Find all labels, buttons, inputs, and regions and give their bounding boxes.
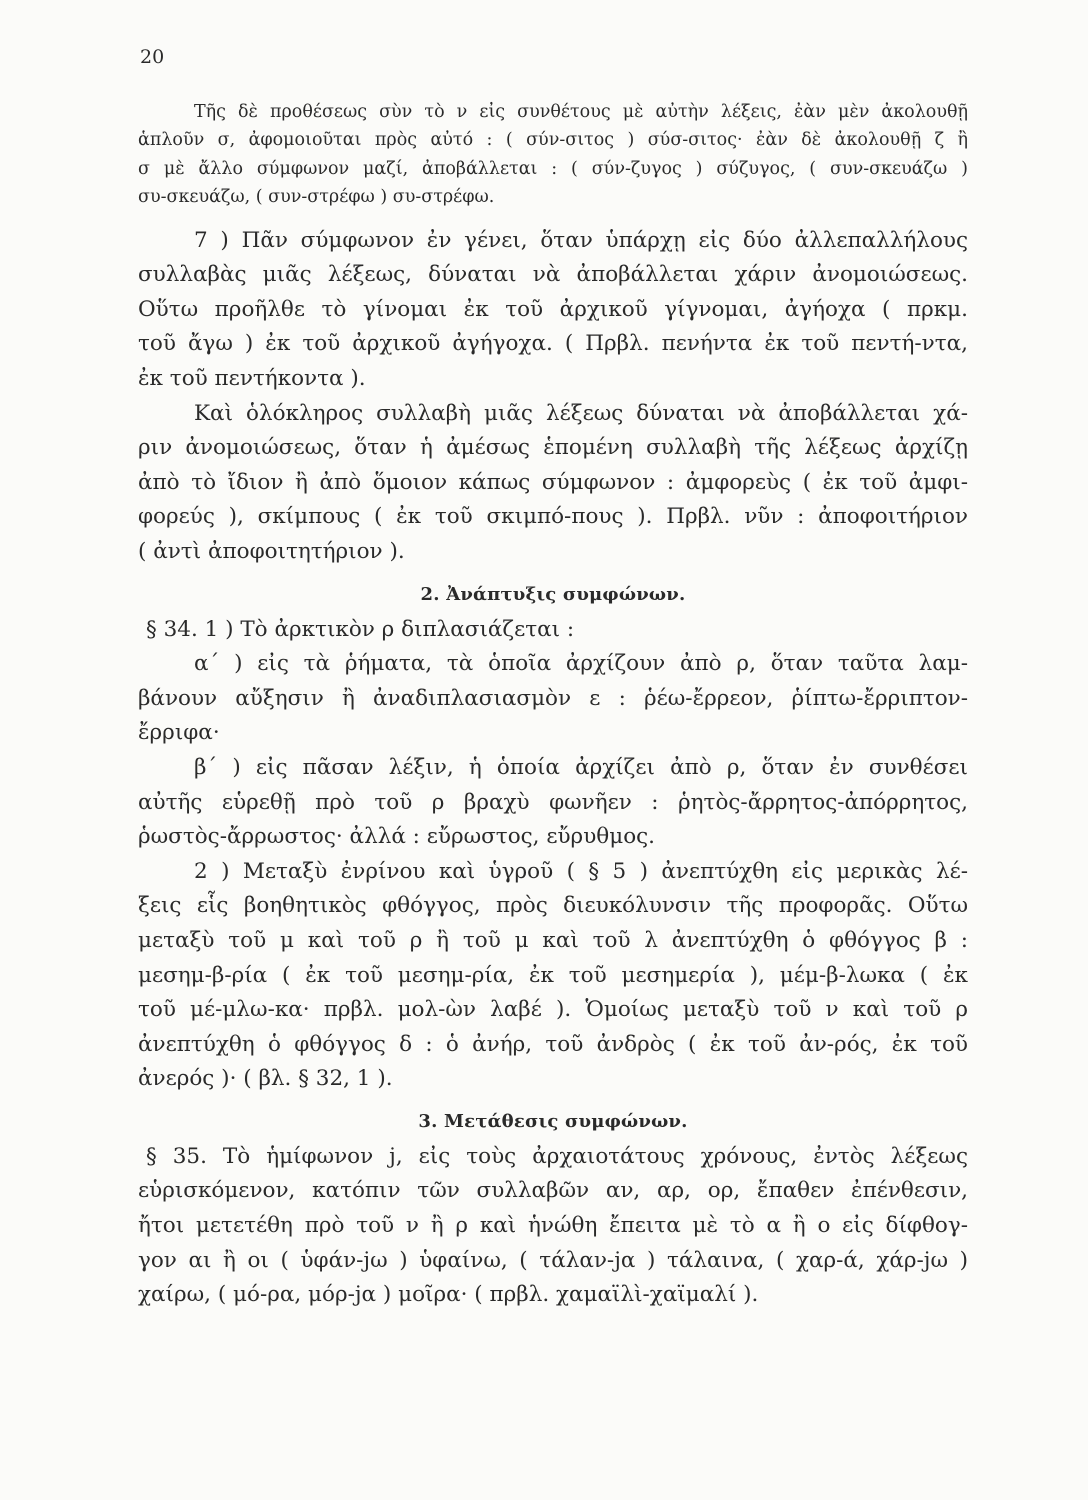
text-line: ἔρριφα·	[138, 720, 220, 746]
text-line: § 35. Τὸ ἡμίφωνον j, εἰς τοὺς ἀρχαιοτάτους χρόνους, ἐντὸς λέξεως	[146, 1143, 968, 1169]
text-line: χαίρω, ( μό-ρα, μόρ-jα ) μοῖρα· ( πρβλ. χαμαϊλὶ-χαϊμαλί ).	[138, 1282, 759, 1308]
section-34-2-cont	[138, 889, 968, 1097]
paragraph-kai-cont	[138, 431, 968, 569]
text-line: σ μὲ ἄλλο σύμφωνον μαζί, ἀποβάλλεται : ( σύν-ζυγος ) σύζυγος, ( συν-σκευάζω )	[138, 158, 968, 179]
text-line: Καὶ ὁλόκληρος συλλαβὴ μιᾶς λέξεως δύναται νὰ ἀποβάλλεται χά-	[194, 400, 968, 426]
text-line: φορεύς ), σκίμπους ( ἐκ τοῦ σκιμπό-πους ). Πρβλ. νῦν : ἀποφοιτήριον	[138, 504, 968, 530]
text-line: τοῦ μέ-μλω-κα· πρβλ. μολ-ὼν λαβέ ). Ὁμοίως μεταξὺ τοῦ ν καὶ τοῦ ρ	[138, 997, 968, 1023]
text-line: αὐτῆς εὑρεθῇ πρὸ τοῦ ρ βραχὺ φωνῆεν : ῥητὸς-ἄρρητος-ἀπόρρητος,	[138, 789, 968, 815]
section-34-a	[138, 647, 968, 682]
text-line: ῥωστὸς-ἄρρωστος· ἀλλά : εὔρωστος, εὔρυθμος.	[138, 824, 656, 850]
text-line: ἁπλοῦν σ, ἀφομοιοῦται πρὸς αὐτό : ( σύν-σιτος ) σύσ-σιτος· ἐὰν δὲ ἀκολουθῇ ζ ἢ	[138, 130, 968, 151]
paragraph-syn-prefix	[138, 98, 968, 126]
paragraph-7-cont	[138, 258, 968, 396]
text-line: ἤτοι μετετέθη πρὸ τοῦ ν ἢ ρ καὶ ἡνώθη ἔπειτα μὲ τὸ α ἢ ο εἰς δίφθογ-	[138, 1213, 968, 1239]
text-line: συ-σκευάζω, ( συν-στρέφω ) συ-στρέφω.	[138, 187, 495, 208]
text-line: Τῆς δὲ προθέσεως σὺν τὸ ν εἰς συνθέτους μὲ αὐτὴν λέξεις, ἐὰν μὲν ἀκολουθῇ	[194, 102, 968, 122]
text-line: ἀνεπτύχθη ὁ φθόγγος δ : ὁ ἀνήρ, τοῦ ἀνδρὸς ( ἐκ τοῦ ἀν-ρός, ἐκ τοῦ	[138, 1031, 968, 1057]
text-line: μεσημ-β-ρία ( ἐκ τοῦ μεσημ-ρία, ἐκ τοῦ μεσημερία ), μέμ-β-λωκα ( ἐκ	[138, 962, 968, 988]
paragraph-7	[138, 224, 968, 259]
text-line: μεταξὺ τοῦ μ καὶ τοῦ ρ ἢ τοῦ μ καὶ τοῦ λ ἀνεπτύχθη ὁ φθόγγος β :	[138, 927, 968, 953]
text-line: βάνουν αὔξησιν ἢ ἀναδιπλασιασμὸν ε : ῥέω-ἔρρεον, ῥίπτω-ἔρριπτον-	[138, 685, 968, 711]
section-35-cont	[138, 1174, 968, 1312]
paragraph-syn-prefix-cont	[138, 126, 968, 211]
text-line: ριν ἀνομοιώσεως, ὅταν ἡ ἀμέσως ἑπομένη συλλαβὴ τῆς λέξεως ἀρχίζῃ	[138, 435, 968, 461]
text-line: β΄ ) εἰς πᾶσαν λέξιν, ἡ ὁποία ἀρχίζει ἀπὸ ρ, ὅταν ἐν συνθέσει	[194, 754, 968, 780]
section-heading-3: 3. Μετάθεσις συμφώνων.	[418, 1110, 688, 1132]
text-line: ( ἀντὶ ἀποφοιτητήριον ).	[138, 538, 405, 564]
text-line: ξεις εἷς βοηθητικὸς φθόγγος, πρὸς διευκόλυνσιν τῆς προφορᾶς. Οὕτω	[138, 893, 968, 919]
text-line: γον αι ἢ οι ( ὑφάν-jω ) ὑφαίνω, ( τάλαν-jα ) τάλαινα, ( χαρ-ά, χάρ-jω )	[138, 1247, 968, 1273]
text-line: ἀπὸ τὸ ἴδιον ἢ ἀπὸ ὅμοιον κάπως σύμφωνον : ἀμφορεὺς ( ἐκ τοῦ ἀμφι-	[138, 469, 968, 495]
paragraph-kai	[138, 397, 968, 432]
text-line: συλλαβὰς μιᾶς λέξεως, δύναται νὰ ἀποβάλλεται χάριν ἀνομοιώσεως.	[138, 262, 968, 288]
text-line: ἐκ τοῦ πεντήκοντα ).	[138, 366, 366, 391]
section-34-b-cont	[138, 786, 968, 855]
section-34-title	[138, 613, 968, 648]
text-line: τοῦ ἄγω ) ἐκ τοῦ ἀρχικοῦ ἀγήγοχα. ( Πρβλ. πενήντα ἐκ τοῦ πεντή-ντα,	[138, 331, 968, 357]
section-34-b	[138, 751, 968, 786]
text-line: α΄ ) εἰς τὰ ῥήματα, τὰ ὁποῖα ἀρχίζουν ἀπὸ ρ, ὅταν ταῦτα λαμ-	[194, 651, 968, 677]
page-body	[138, 98, 968, 1313]
text-line: ἀνερός )· ( βλ. § 32, 1 ).	[138, 1066, 393, 1092]
page-number: 20	[140, 46, 165, 68]
text-line: 2 ) Μεταξὺ ἐνρίνου καὶ ὑγροῦ ( § 5 ) ἀνεπτύχθη εἰς μερικὰς λέ-	[194, 858, 968, 884]
section-35	[138, 1140, 968, 1175]
text-line: εὑρισκόμενον, κατόπιν τῶν συλλαβῶν αν, αρ, ορ, ἔπαθεν ἐπένθεσιν,	[138, 1178, 968, 1204]
section-heading-2: 2. Ἀνάπτυξις συμφώνων.	[420, 583, 686, 605]
text-line: Οὕτω προῆλθε τὸ γίνομαι ἐκ τοῦ ἀρχικοῦ γίγνομαι, ἀγήοχα ( πρκμ.	[138, 296, 968, 322]
section-34-a-cont	[138, 682, 968, 751]
text-line: § 34. 1 ) Τὸ ἀρκτικὸν ρ διπλασιάζεται :	[146, 616, 575, 642]
text-line: 7 ) Πᾶν σύμφωνον ἐν γένει, ὅταν ὑπάρχῃ εἰς δύο ἀλλεπαλλήλους	[194, 227, 968, 253]
section-34-2	[138, 855, 968, 890]
